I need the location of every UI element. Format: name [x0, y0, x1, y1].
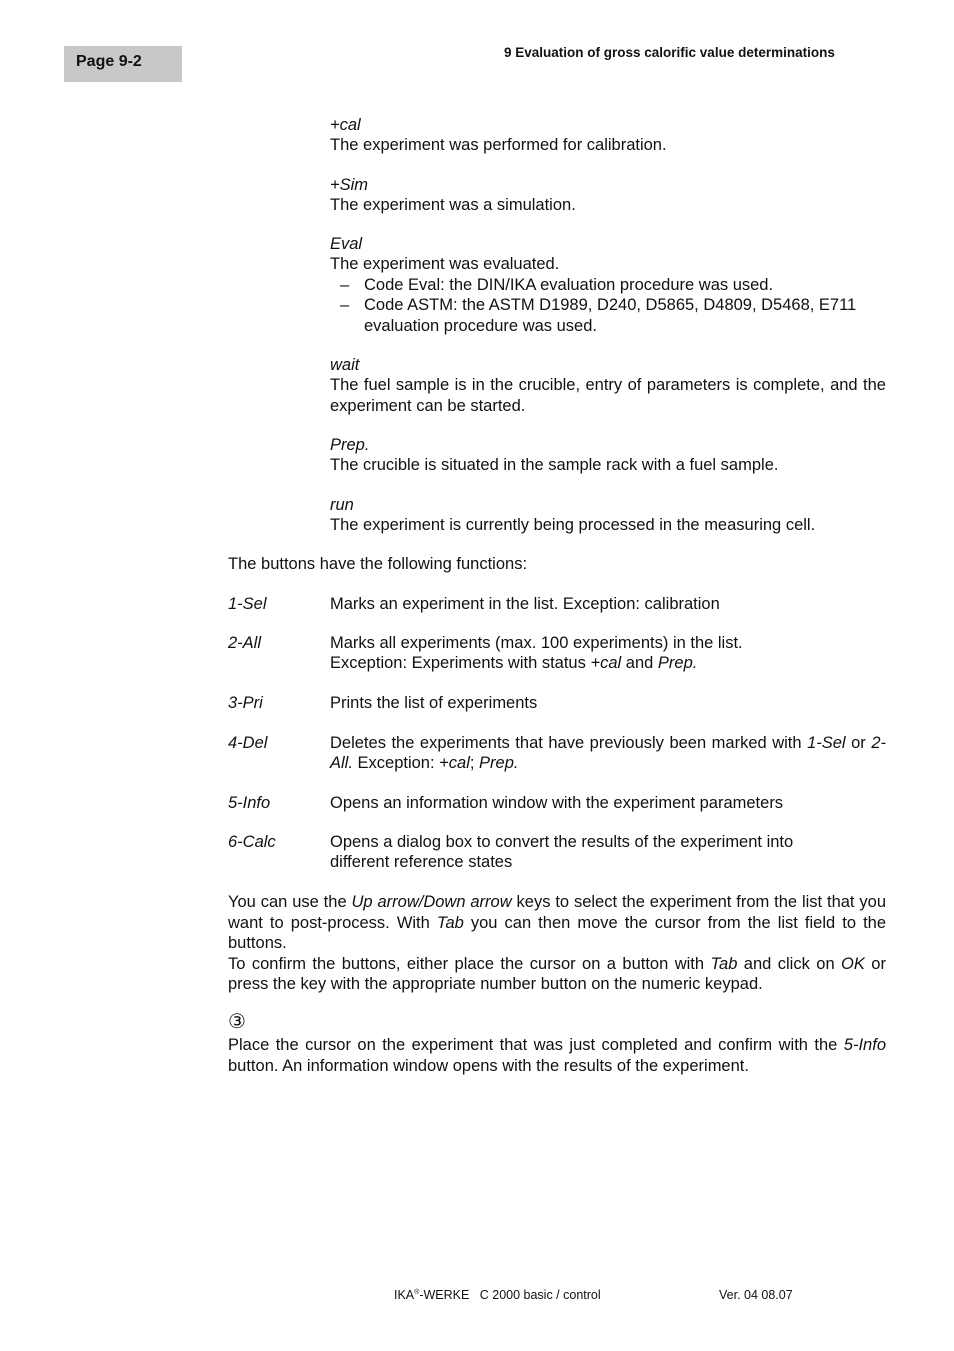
- step-paragraph: Place the cursor on the experiment that was just completed and confirm with the 5-Info button. An information window opens with the results of the experiment.: [228, 1036, 886, 1075]
- button-desc-sel: [228, 594, 886, 614]
- status-term: wait: [330, 356, 360, 374]
- list-item: – Code Eval: the DIN/IKA evaluation procedure was used.: [340, 275, 774, 294]
- button-key: 3-Pri: [228, 694, 263, 712]
- status-eval: [330, 234, 886, 336]
- status-term: +cal: [330, 116, 361, 134]
- button-text: Opens a dialog box to convert the results of the experiment into different reference states: [330, 833, 794, 871]
- status-cal: [330, 115, 886, 156]
- page-number-tab: Page 9-2: [64, 46, 182, 82]
- footer-brand: IKA®-WERKE C 2000 basic / control: [394, 1288, 601, 1302]
- button-key: 1-Sel: [228, 595, 267, 613]
- status-desc: The crucible is situated in the sample rack with a fuel sample.: [330, 456, 779, 474]
- status-desc: The experiment was evaluated.: [330, 255, 560, 273]
- button-desc-info: [228, 793, 886, 813]
- status-term: Prep.: [330, 436, 370, 454]
- button-text: Deletes the experiments that have previously been marked with 1-Sel or 2-All. Exception: +cal; Prep.: [330, 734, 886, 772]
- button-key: 5-Info: [228, 794, 271, 812]
- button-desc-calc: [228, 832, 886, 872]
- list-item: – Code ASTM: the ASTM D1989, D240, D5865, D4809, D5468, E711 evaluation procedure was used.: [340, 296, 857, 335]
- status-run: [330, 495, 886, 536]
- status-prep: [330, 435, 886, 476]
- button-key: 6-Calc: [228, 833, 276, 851]
- footer-version: Ver. 04 08.07: [719, 1288, 793, 1302]
- button-text: Marks all experiments (max. 100 experiments) in the list. Exception: Experiments with status +cal and Prep.: [330, 634, 743, 672]
- button-key: 4-Del: [228, 734, 268, 752]
- status-sim: [330, 175, 886, 216]
- buttons-intro: The buttons have the following functions:: [228, 555, 528, 573]
- status-desc: The experiment is currently being processed in the measuring cell.: [330, 516, 816, 534]
- status-term: run: [330, 496, 354, 514]
- status-desc: The fuel sample is in the crucible, entry of parameters is complete, and the experiment can be started.: [330, 376, 886, 415]
- button-text: Marks an experiment in the list. Exception: calibration: [330, 595, 720, 613]
- usage-paragraph: You can use the Up arrow/Down arrow keys to select the experiment from the list that you want to post-process. With Tab you can then move the cursor from the list field to the buttons. To confirm the buttons, either place the cursor on a button with Tab and click on OK or press the key with the appropriate number button on the numeric keypad.: [228, 893, 887, 993]
- button-desc-del: [228, 733, 886, 773]
- button-text: Opens an information window with the experiment parameters: [330, 794, 784, 812]
- button-desc-all: [228, 633, 886, 673]
- button-text: Prints the list of experiments: [330, 694, 538, 712]
- status-term: Eval: [330, 235, 363, 253]
- button-desc-pri: [228, 693, 886, 713]
- status-wait: [330, 355, 886, 416]
- status-term: +Sim: [330, 176, 369, 194]
- button-key: 2-All: [228, 634, 262, 652]
- status-desc: The experiment was performed for calibration.: [330, 136, 667, 154]
- chapter-title: 9 Evaluation of gross calorific value determinations: [504, 45, 835, 60]
- eval-code-list: [330, 275, 886, 337]
- step-marker: ③: [228, 1011, 246, 1033]
- status-desc: The experiment was a simulation.: [330, 196, 576, 214]
